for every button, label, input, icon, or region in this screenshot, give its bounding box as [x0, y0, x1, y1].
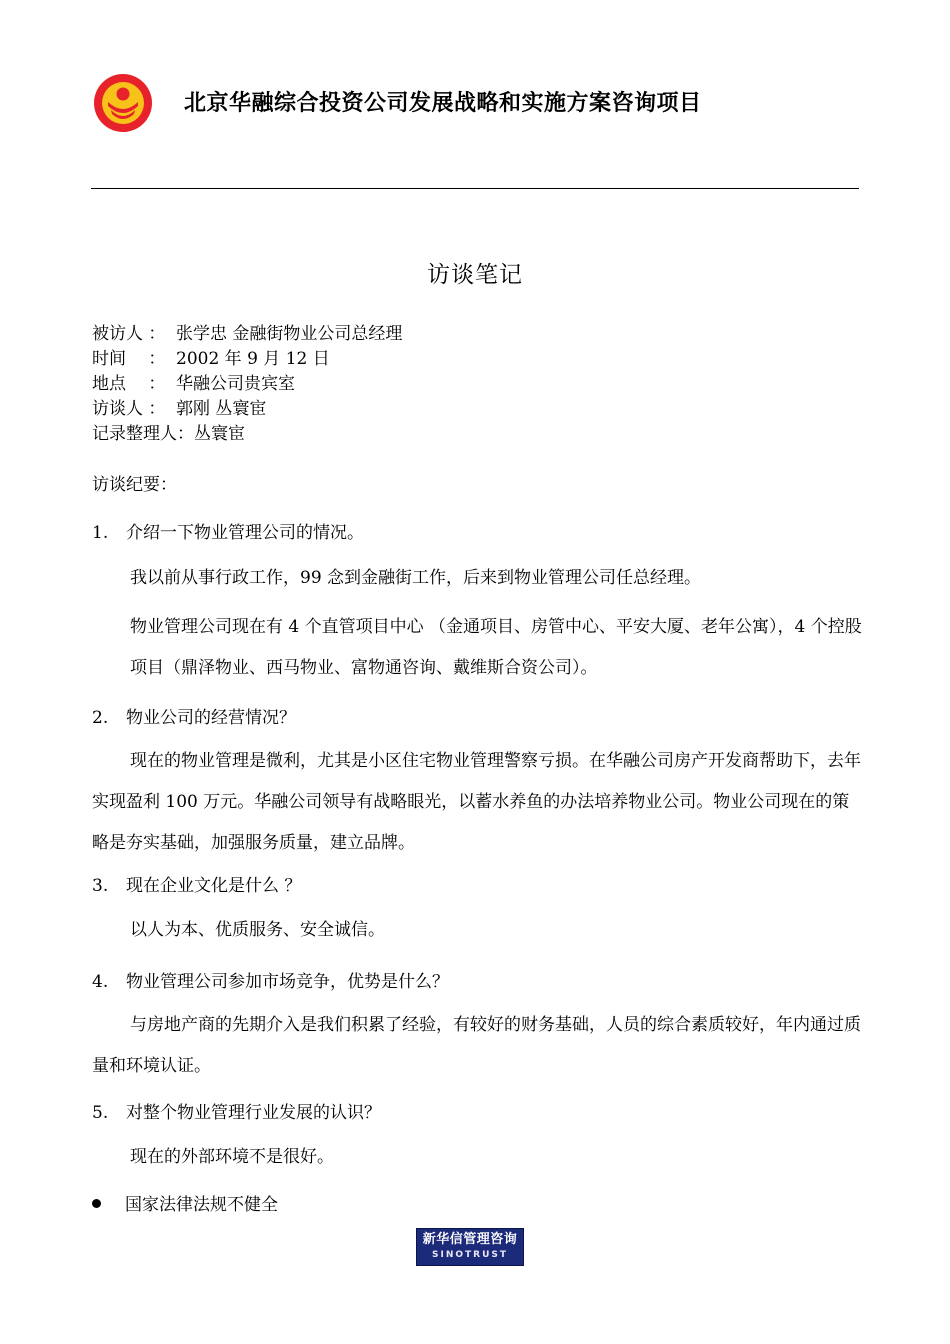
footer-logo	[416, 1228, 524, 1266]
header-divider	[91, 188, 859, 189]
company-logo	[92, 72, 154, 134]
meta-label: 时间 ：	[92, 349, 166, 369]
summary-label: 访谈纪要：	[92, 475, 177, 495]
company-logo-icon	[92, 72, 154, 134]
meta-value: 2002 年 9 月 12 日	[176, 349, 330, 369]
footer-logo-en: SINOTRUST	[431, 1250, 508, 1260]
answer-paragraph: 物业管理公司现在有 4 个直管项目中心 （金通项目、房管中心、平安大厦、老年公寓），4 个控股项目（鼎泽物业、西马物业、富物通咨询、戴维斯合资公司）。	[130, 617, 862, 678]
meta-value: 华融公司贵宾室	[176, 374, 295, 394]
answer-paragraph: 现在的物业管理是微利，尤其是小区住宅物业管理警察亏损。在华融公司房产开发商帮助下，去年实现盈利 100 万元。华融公司领导有战略眼光，以蓄水养鱼的办法培养物业公司。物业公司现在的策略是夯实基础，加强服务质量，建立品牌。	[92, 751, 861, 853]
meta-block	[92, 322, 402, 447]
bullet-item	[92, 1190, 278, 1215]
question-number: 3.	[92, 876, 109, 896]
question-text: 物业管理公司参加市场竞争，优势是什么？	[126, 972, 449, 992]
meta-interviewer	[92, 397, 402, 422]
question-number: 4.	[92, 972, 109, 992]
meta-recorder	[92, 422, 402, 447]
question-item	[92, 703, 296, 728]
question-item	[92, 967, 449, 992]
question-item	[92, 1098, 381, 1123]
meta-label: 记录整理人：	[92, 424, 194, 444]
question-number: 2.	[92, 708, 109, 728]
question-text: 介绍一下物业管理公司的情况。	[126, 523, 364, 543]
question-text: 现在企业文化是什么 ？	[126, 876, 302, 896]
bullet-text: 国家法律法规不健全	[125, 1195, 278, 1215]
answer-paragraph: 以人为本、优质服务、安全诚信。	[130, 920, 385, 940]
question-number: 5.	[92, 1103, 109, 1123]
meta-value: 郭刚 丛寰宦	[176, 399, 267, 419]
meta-label: 地点 ：	[92, 374, 166, 394]
footer-logo-cn: 新华信管理咨询	[422, 1232, 518, 1247]
answer-paragraph: 与房地产商的先期介入是我们积累了经验，有较好的财务基础，人员的综合素质较好，年内通过质量和环境认证。	[92, 1015, 861, 1076]
meta-time	[92, 347, 402, 372]
question-item	[92, 871, 301, 896]
meta-interviewee	[92, 322, 402, 347]
meta-value: 丛寰宦	[194, 424, 245, 444]
meta-value: 张学忠 金融街物业公司总经理	[176, 324, 403, 344]
header-title: 北京华融综合投资公司发展战略和实施方案咨询项目	[184, 91, 702, 116]
question-item	[92, 518, 364, 543]
answer-paragraph: 现在的外部环境不是很好。	[130, 1147, 334, 1167]
answer-paragraph: 我以前从事行政工作，99 念到金融街工作，后来到物业管理公司任总经理。	[130, 568, 702, 588]
meta-label: 访谈人 ：	[92, 399, 166, 419]
question-text: 对整个物业管理行业发展的认识？	[126, 1103, 381, 1123]
meta-label: 被访人 ：	[92, 324, 166, 344]
question-number: 1.	[92, 523, 109, 543]
bullet-dot-icon	[92, 1199, 101, 1208]
document-title: 访谈笔记	[427, 262, 523, 288]
meta-place	[92, 372, 402, 397]
question-text: 物业公司的经营情况？	[126, 708, 296, 728]
